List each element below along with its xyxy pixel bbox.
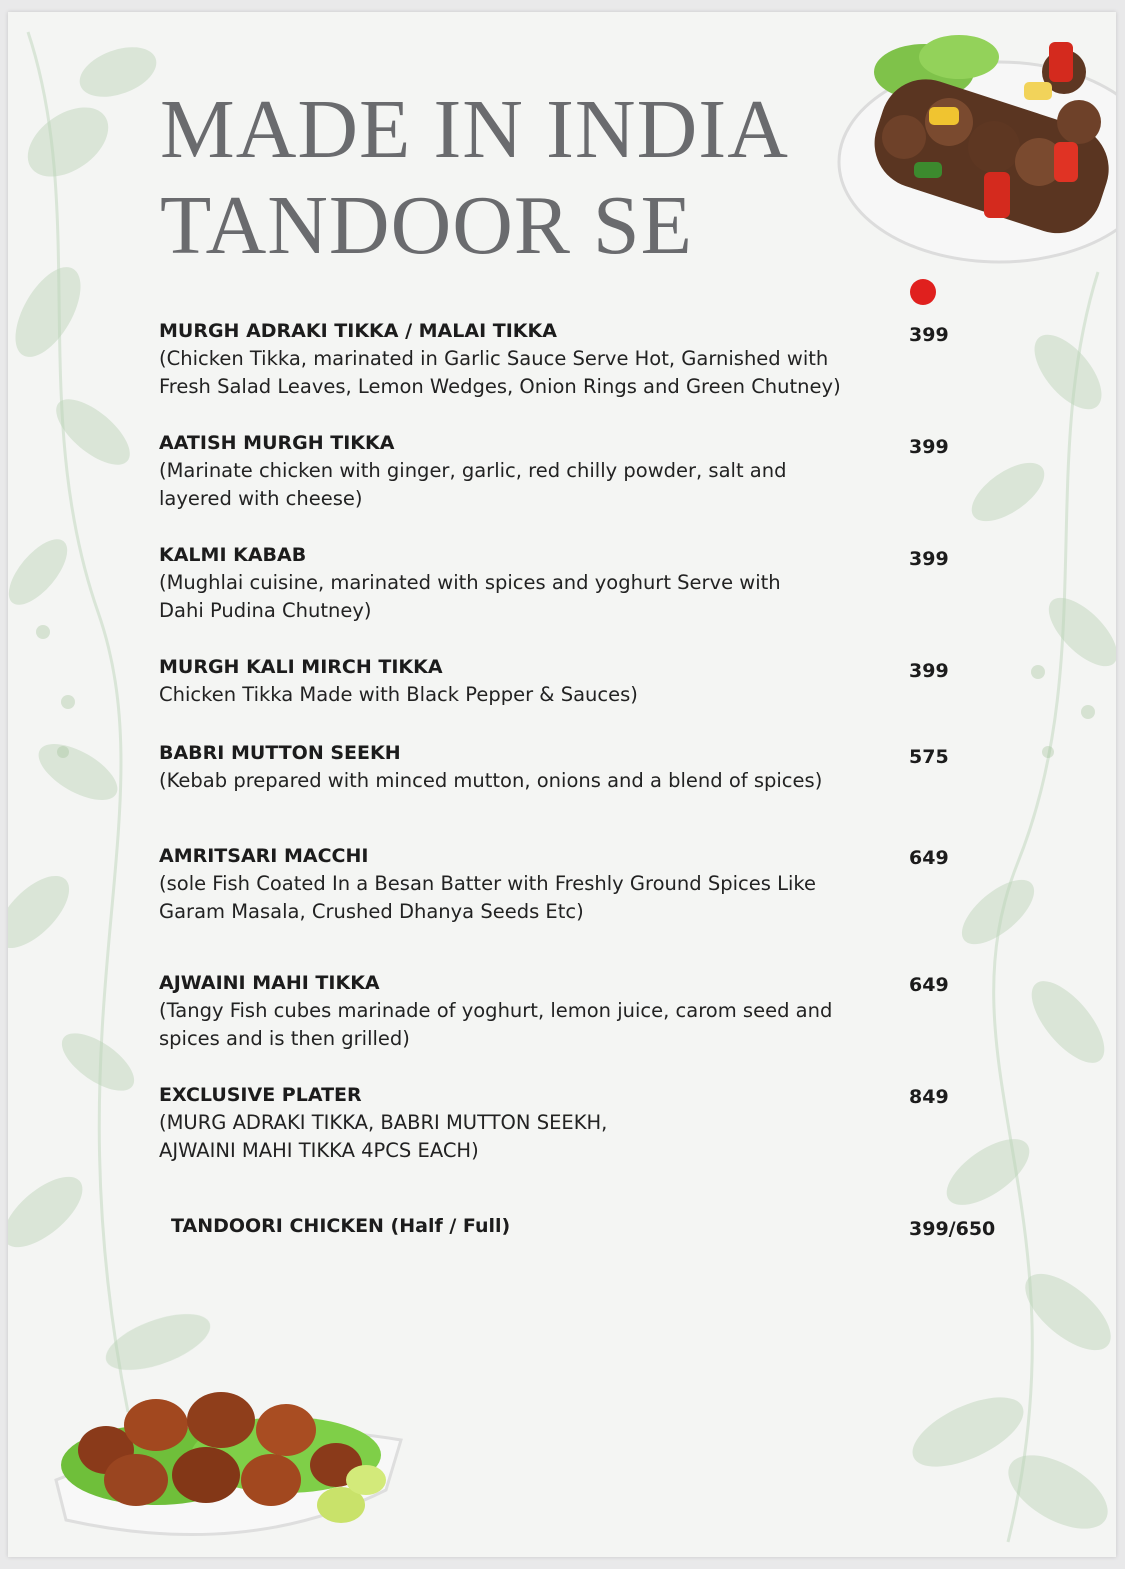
title-line-1: MADE IN INDIA	[160, 83, 789, 176]
kebab-plate-image	[834, 12, 1116, 274]
item-description: (Chicken Tikka, marinated in Garlic Sauce Serve Hot, Garnished with Fresh Salad Leaves, Lemon Wedges, Onion Rings and Green Chutney)	[159, 347, 841, 398]
item-description: (Mughlai cuisine, marinated with spices and yoghurt Serve with Dahi Pudina Chutney)	[159, 571, 781, 622]
title-line-2: TANDOOR SE	[160, 179, 693, 272]
menu-page	[8, 12, 1116, 1557]
menu-item	[171, 1212, 931, 1240]
menu-item	[159, 1081, 919, 1165]
item-name: AJWAINI MAHI TIKKA	[159, 972, 380, 994]
menu-item	[159, 317, 919, 401]
menu-item	[159, 653, 919, 709]
menu-title	[160, 82, 789, 274]
item-price: 649	[909, 847, 949, 869]
menu-item	[159, 541, 919, 625]
item-description: (Tangy Fish cubes marinade of yoghurt, lemon juice, carom seed and spices and is then grilled)	[159, 999, 833, 1050]
menu-item	[159, 969, 919, 1053]
item-price: 399/650	[909, 1218, 996, 1240]
item-price: 849	[909, 1086, 949, 1108]
item-name: EXCLUSIVE PLATER	[159, 1084, 362, 1106]
item-description: (MURG ADRAKI TIKKA, BABRI MUTTON SEEKH, AJWAINI MAHI TIKKA 4PCS EACH)	[159, 1111, 608, 1162]
item-name: MURGH KALI MIRCH TIKKA	[159, 656, 443, 678]
item-price: 575	[909, 746, 949, 768]
item-description: (Kebab prepared with minced mutton, onions and a blend of spices)	[159, 769, 823, 792]
item-name: TANDOORI CHICKEN (Half / Full)	[171, 1215, 511, 1237]
item-name: AMRITSARI MACCHI	[159, 845, 369, 867]
menu-item	[159, 739, 919, 795]
red-dot-icon	[910, 279, 936, 305]
item-price: 649	[909, 974, 949, 996]
menu-item	[159, 429, 919, 513]
item-price: 399	[909, 436, 949, 458]
item-price: 399	[909, 660, 949, 682]
item-name: AATISH MURGH TIKKA	[159, 432, 395, 454]
item-name: KALMI KABAB	[159, 544, 307, 566]
menu-item	[159, 842, 919, 926]
item-name: MURGH ADRAKI TIKKA / MALAI TIKKA	[159, 320, 557, 342]
item-description: (Marinate chicken with ginger, garlic, red chilly powder, salt and layered with cheese)	[159, 459, 787, 510]
item-description: (sole Fish Coated In a Besan Batter with Freshly Ground Spices Like Garam Masala, Crushed Dhanya Seeds Etc)	[159, 872, 816, 923]
item-price: 399	[909, 548, 949, 570]
item-price: 399	[909, 324, 949, 346]
tandoori-chicken-plate-image	[46, 1370, 406, 1550]
item-name: BABRI MUTTON SEEKH	[159, 742, 401, 764]
item-description: Chicken Tikka Made with Black Pepper & Sauces)	[159, 683, 638, 706]
